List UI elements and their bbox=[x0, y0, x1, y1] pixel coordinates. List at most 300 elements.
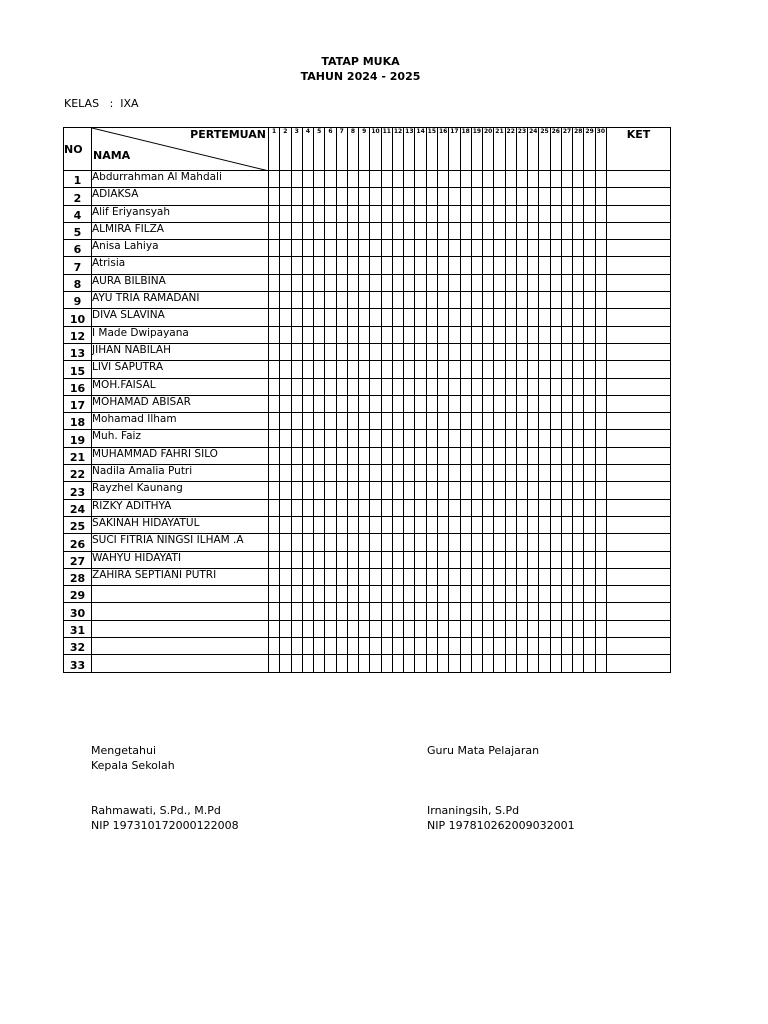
attendance-cell bbox=[347, 603, 358, 620]
attendance-cell bbox=[269, 378, 280, 395]
attendance-cell bbox=[381, 292, 392, 309]
attendance-cell bbox=[584, 413, 595, 430]
attendance-cell bbox=[528, 465, 539, 482]
signature-block-headmaster bbox=[91, 743, 239, 833]
attendance-cell bbox=[302, 516, 313, 533]
attendance-cell bbox=[291, 534, 302, 551]
attendance-cell bbox=[505, 188, 516, 205]
student-name: ADIAKSA bbox=[92, 188, 269, 205]
attendance-cell bbox=[516, 430, 527, 447]
attendance-cell bbox=[336, 516, 347, 533]
attendance-cell bbox=[550, 274, 561, 291]
attendance-cell bbox=[426, 395, 437, 412]
attendance-cell bbox=[347, 568, 358, 585]
attendance-cell bbox=[370, 516, 381, 533]
attendance-cell bbox=[392, 430, 403, 447]
attendance-cell bbox=[269, 482, 280, 499]
attendance-cell bbox=[449, 326, 460, 343]
attendance-cell bbox=[269, 188, 280, 205]
attendance-cell bbox=[561, 430, 572, 447]
attendance-cell bbox=[437, 171, 448, 188]
attendance-cell bbox=[347, 292, 358, 309]
student-name: MUHAMMAD FAHRI SILO bbox=[92, 447, 269, 464]
attendance-cell bbox=[280, 586, 291, 603]
attendance-cell bbox=[314, 620, 325, 637]
table-row bbox=[64, 551, 671, 568]
attendance-cell bbox=[426, 465, 437, 482]
attendance-cell bbox=[347, 655, 358, 672]
attendance-cell bbox=[550, 343, 561, 360]
ket-cell bbox=[606, 188, 670, 205]
table-row bbox=[64, 274, 671, 291]
attendance-cell bbox=[460, 447, 471, 464]
attendance-cell bbox=[561, 447, 572, 464]
attendance-cell bbox=[325, 551, 336, 568]
attendance-cell bbox=[404, 516, 415, 533]
attendance-cell bbox=[539, 240, 550, 257]
attendance-cell bbox=[347, 395, 358, 412]
attendance-cell bbox=[269, 655, 280, 672]
attendance-cell bbox=[584, 395, 595, 412]
attendance-cell bbox=[404, 222, 415, 239]
attendance-cell bbox=[269, 274, 280, 291]
attendance-cell bbox=[381, 188, 392, 205]
class-label: KELAS bbox=[64, 97, 100, 110]
attendance-cell bbox=[460, 292, 471, 309]
attendance-cell bbox=[347, 534, 358, 551]
attendance-cell bbox=[381, 638, 392, 655]
attendance-cell bbox=[483, 222, 494, 239]
attendance-cell bbox=[437, 378, 448, 395]
attendance-cell bbox=[516, 516, 527, 533]
attendance-cell bbox=[325, 534, 336, 551]
student-name: Atrisia bbox=[92, 257, 269, 274]
attendance-cell bbox=[483, 447, 494, 464]
attendance-cell bbox=[325, 240, 336, 257]
column-header-name bbox=[92, 128, 269, 171]
attendance-cell bbox=[471, 188, 482, 205]
attendance-cell bbox=[269, 326, 280, 343]
attendance-cell bbox=[528, 240, 539, 257]
attendance-cell bbox=[561, 395, 572, 412]
meeting-number-header: 6 bbox=[325, 128, 336, 171]
attendance-cell bbox=[494, 205, 505, 222]
attendance-cell bbox=[370, 188, 381, 205]
document-title: TATAP MUKA bbox=[321, 55, 400, 68]
attendance-cell bbox=[528, 447, 539, 464]
attendance-cell bbox=[539, 274, 550, 291]
attendance-cell bbox=[302, 603, 313, 620]
attendance-cell bbox=[483, 638, 494, 655]
attendance-cell bbox=[347, 326, 358, 343]
ket-cell bbox=[606, 568, 670, 585]
attendance-cell bbox=[347, 171, 358, 188]
meeting-number-header: 27 bbox=[561, 128, 572, 171]
attendance-cell bbox=[314, 274, 325, 291]
attendance-cell bbox=[561, 603, 572, 620]
attendance-cell bbox=[471, 257, 482, 274]
row-number: 27 bbox=[64, 551, 92, 568]
attendance-cell bbox=[483, 274, 494, 291]
attendance-cell bbox=[437, 413, 448, 430]
attendance-cell bbox=[539, 171, 550, 188]
attendance-cell bbox=[381, 413, 392, 430]
attendance-cell bbox=[494, 343, 505, 360]
attendance-cell bbox=[494, 188, 505, 205]
meeting-number-header: 30 bbox=[595, 128, 606, 171]
row-number: 19 bbox=[64, 430, 92, 447]
attendance-cell bbox=[392, 499, 403, 516]
row-number: 18 bbox=[64, 413, 92, 430]
attendance-cell bbox=[595, 292, 606, 309]
attendance-cell bbox=[336, 240, 347, 257]
attendance-cell bbox=[381, 430, 392, 447]
attendance-cell bbox=[449, 482, 460, 499]
attendance-cell bbox=[415, 655, 426, 672]
attendance-cell bbox=[314, 205, 325, 222]
row-number: 30 bbox=[64, 603, 92, 620]
attendance-cell bbox=[584, 240, 595, 257]
attendance-cell bbox=[460, 516, 471, 533]
attendance-cell bbox=[392, 465, 403, 482]
attendance-cell bbox=[280, 240, 291, 257]
attendance-cell bbox=[381, 620, 392, 637]
attendance-cell bbox=[494, 447, 505, 464]
attendance-cell bbox=[302, 395, 313, 412]
attendance-cell bbox=[370, 499, 381, 516]
meeting-number-header: 3 bbox=[291, 128, 302, 171]
attendance-cell bbox=[449, 413, 460, 430]
attendance-cell bbox=[381, 240, 392, 257]
attendance-cell bbox=[595, 638, 606, 655]
attendance-cell bbox=[595, 309, 606, 326]
attendance-cell bbox=[302, 499, 313, 516]
attendance-cell bbox=[280, 499, 291, 516]
attendance-cell bbox=[584, 603, 595, 620]
attendance-cell bbox=[269, 171, 280, 188]
ket-cell bbox=[606, 551, 670, 568]
attendance-cell bbox=[381, 655, 392, 672]
attendance-cell bbox=[449, 603, 460, 620]
attendance-cell bbox=[561, 378, 572, 395]
attendance-cell bbox=[291, 171, 302, 188]
attendance-cell bbox=[404, 240, 415, 257]
attendance-cell bbox=[269, 586, 280, 603]
attendance-cell bbox=[573, 447, 584, 464]
attendance-cell bbox=[505, 638, 516, 655]
attendance-cell bbox=[584, 655, 595, 672]
attendance-cell bbox=[359, 292, 370, 309]
attendance-cell bbox=[595, 603, 606, 620]
meeting-number-header: 19 bbox=[471, 128, 482, 171]
attendance-cell bbox=[280, 274, 291, 291]
attendance-cell bbox=[336, 395, 347, 412]
ket-cell bbox=[606, 499, 670, 516]
attendance-cell bbox=[381, 551, 392, 568]
attendance-cell bbox=[539, 516, 550, 533]
row-number: 4 bbox=[64, 205, 92, 222]
attendance-cell bbox=[269, 638, 280, 655]
attendance-cell bbox=[471, 274, 482, 291]
attendance-cell bbox=[460, 430, 471, 447]
attendance-cell bbox=[404, 205, 415, 222]
attendance-cell bbox=[561, 551, 572, 568]
attendance-cell bbox=[381, 586, 392, 603]
attendance-cell bbox=[336, 326, 347, 343]
row-number: 21 bbox=[64, 447, 92, 464]
attendance-cell bbox=[381, 482, 392, 499]
attendance-cell bbox=[291, 620, 302, 637]
student-name: Nadila Amalia Putri bbox=[92, 465, 269, 482]
attendance-cell bbox=[291, 326, 302, 343]
attendance-cell bbox=[437, 430, 448, 447]
student-name: SAKINAH HIDAYATUL bbox=[92, 516, 269, 533]
attendance-cell bbox=[539, 482, 550, 499]
attendance-cell bbox=[573, 534, 584, 551]
attendance-cell bbox=[426, 274, 437, 291]
attendance-cell bbox=[415, 205, 426, 222]
attendance-cell bbox=[269, 205, 280, 222]
attendance-cell bbox=[460, 326, 471, 343]
attendance-cell bbox=[336, 188, 347, 205]
attendance-cell bbox=[404, 568, 415, 585]
attendance-cell bbox=[314, 586, 325, 603]
attendance-cell bbox=[516, 586, 527, 603]
attendance-cell bbox=[516, 655, 527, 672]
attendance-cell bbox=[460, 620, 471, 637]
attendance-cell bbox=[392, 171, 403, 188]
attendance-cell bbox=[404, 499, 415, 516]
attendance-cell bbox=[314, 222, 325, 239]
attendance-cell bbox=[280, 292, 291, 309]
attendance-cell bbox=[528, 361, 539, 378]
attendance-cell bbox=[336, 603, 347, 620]
attendance-cell bbox=[483, 516, 494, 533]
attendance-cell bbox=[359, 274, 370, 291]
attendance-cell bbox=[347, 551, 358, 568]
row-number: 28 bbox=[64, 568, 92, 585]
attendance-cell bbox=[483, 655, 494, 672]
attendance-cell bbox=[494, 534, 505, 551]
attendance-cell bbox=[359, 395, 370, 412]
student-name: Anisa Lahiya bbox=[92, 240, 269, 257]
attendance-cell bbox=[539, 655, 550, 672]
attendance-cell bbox=[550, 568, 561, 585]
attendance-cell bbox=[302, 413, 313, 430]
attendance-cell bbox=[426, 292, 437, 309]
attendance-cell bbox=[325, 413, 336, 430]
attendance-cell bbox=[302, 343, 313, 360]
attendance-cell bbox=[392, 482, 403, 499]
attendance-cell bbox=[336, 292, 347, 309]
meeting-number-header: 26 bbox=[550, 128, 561, 171]
attendance-cell bbox=[528, 655, 539, 672]
attendance-cell bbox=[269, 603, 280, 620]
attendance-cell bbox=[381, 568, 392, 585]
row-number: 32 bbox=[64, 638, 92, 655]
attendance-cell bbox=[584, 620, 595, 637]
attendance-cell bbox=[280, 188, 291, 205]
attendance-cell bbox=[528, 378, 539, 395]
attendance-cell bbox=[449, 171, 460, 188]
attendance-cell bbox=[280, 326, 291, 343]
table-row bbox=[64, 638, 671, 655]
attendance-cell bbox=[291, 343, 302, 360]
ket-cell bbox=[606, 603, 670, 620]
attendance-cell bbox=[392, 551, 403, 568]
attendance-cell bbox=[505, 447, 516, 464]
attendance-cell bbox=[449, 274, 460, 291]
attendance-cell bbox=[516, 361, 527, 378]
attendance-cell bbox=[471, 361, 482, 378]
attendance-cell bbox=[370, 343, 381, 360]
attendance-cell bbox=[426, 568, 437, 585]
attendance-cell bbox=[505, 516, 516, 533]
ket-cell bbox=[606, 395, 670, 412]
attendance-cell bbox=[269, 516, 280, 533]
meeting-number-header: 13 bbox=[404, 128, 415, 171]
attendance-cell bbox=[584, 205, 595, 222]
attendance-cell bbox=[595, 257, 606, 274]
attendance-cell bbox=[595, 413, 606, 430]
attendance-cell bbox=[494, 292, 505, 309]
attendance-cell bbox=[449, 568, 460, 585]
attendance-cell bbox=[550, 240, 561, 257]
attendance-cell bbox=[381, 447, 392, 464]
attendance-cell bbox=[426, 413, 437, 430]
student-name: Muh. Faiz bbox=[92, 430, 269, 447]
class-info bbox=[64, 97, 139, 110]
attendance-cell bbox=[573, 568, 584, 585]
attendance-cell bbox=[415, 568, 426, 585]
attendance-cell bbox=[505, 274, 516, 291]
attendance-cell bbox=[483, 534, 494, 551]
attendance-cell bbox=[359, 430, 370, 447]
attendance-cell bbox=[359, 240, 370, 257]
attendance-cell bbox=[494, 465, 505, 482]
attendance-cell bbox=[269, 465, 280, 482]
attendance-cell bbox=[460, 222, 471, 239]
attendance-cell bbox=[460, 395, 471, 412]
attendance-cell bbox=[561, 222, 572, 239]
attendance-cell bbox=[370, 395, 381, 412]
attendance-cell bbox=[325, 343, 336, 360]
attendance-cell bbox=[437, 551, 448, 568]
meeting-number-header: 21 bbox=[494, 128, 505, 171]
table-row bbox=[64, 499, 671, 516]
attendance-cell bbox=[550, 413, 561, 430]
attendance-cell bbox=[426, 240, 437, 257]
attendance-cell bbox=[314, 292, 325, 309]
student-name bbox=[92, 638, 269, 655]
attendance-cell bbox=[516, 395, 527, 412]
attendance-cell bbox=[347, 413, 358, 430]
attendance-cell bbox=[483, 413, 494, 430]
attendance-cell bbox=[595, 516, 606, 533]
attendance-cell bbox=[483, 551, 494, 568]
meeting-number-header: 1 bbox=[269, 128, 280, 171]
ket-cell bbox=[606, 326, 670, 343]
attendance-cell bbox=[471, 465, 482, 482]
attendance-cell bbox=[302, 309, 313, 326]
attendance-cell bbox=[561, 465, 572, 482]
attendance-cell bbox=[280, 343, 291, 360]
attendance-cell bbox=[516, 482, 527, 499]
attendance-cell bbox=[370, 465, 381, 482]
attendance-cell bbox=[584, 188, 595, 205]
attendance-cell bbox=[415, 482, 426, 499]
attendance-cell bbox=[359, 447, 370, 464]
attendance-cell bbox=[404, 586, 415, 603]
attendance-cell bbox=[528, 326, 539, 343]
attendance-cell bbox=[561, 171, 572, 188]
attendance-cell bbox=[325, 361, 336, 378]
attendance-cell bbox=[280, 395, 291, 412]
attendance-cell bbox=[528, 395, 539, 412]
attendance-cell bbox=[381, 326, 392, 343]
meeting-header-label: PERTEMUAN bbox=[190, 128, 266, 141]
attendance-cell bbox=[381, 205, 392, 222]
attendance-cell bbox=[280, 171, 291, 188]
attendance-cell bbox=[426, 447, 437, 464]
attendance-cell bbox=[505, 430, 516, 447]
attendance-cell bbox=[359, 171, 370, 188]
attendance-cell bbox=[415, 499, 426, 516]
attendance-cell bbox=[595, 534, 606, 551]
meeting-number-header: 8 bbox=[347, 128, 358, 171]
attendance-cell bbox=[483, 188, 494, 205]
attendance-cell bbox=[359, 222, 370, 239]
attendance-cell bbox=[392, 534, 403, 551]
attendance-cell bbox=[494, 516, 505, 533]
attendance-cell bbox=[437, 516, 448, 533]
attendance-cell bbox=[539, 326, 550, 343]
attendance-cell bbox=[505, 292, 516, 309]
attendance-cell bbox=[516, 222, 527, 239]
attendance-cell bbox=[415, 378, 426, 395]
attendance-cell bbox=[426, 343, 437, 360]
attendance-cell bbox=[483, 257, 494, 274]
ket-cell bbox=[606, 586, 670, 603]
meeting-number-header: 25 bbox=[539, 128, 550, 171]
attendance-cell bbox=[314, 482, 325, 499]
attendance-cell bbox=[325, 465, 336, 482]
attendance-cell bbox=[415, 171, 426, 188]
attendance-cell bbox=[561, 568, 572, 585]
attendance-cell bbox=[595, 551, 606, 568]
attendance-cell bbox=[449, 309, 460, 326]
signature-block-teacher bbox=[427, 743, 575, 833]
attendance-cell bbox=[269, 361, 280, 378]
attendance-cell bbox=[539, 586, 550, 603]
attendance-cell bbox=[291, 430, 302, 447]
attendance-cell bbox=[505, 240, 516, 257]
attendance-cell bbox=[325, 499, 336, 516]
attendance-cell bbox=[381, 499, 392, 516]
attendance-cell bbox=[336, 551, 347, 568]
attendance-cell bbox=[437, 655, 448, 672]
row-number: 33 bbox=[64, 655, 92, 672]
attendance-cell bbox=[505, 603, 516, 620]
attendance-cell bbox=[449, 205, 460, 222]
attendance-cell bbox=[460, 586, 471, 603]
attendance-cell bbox=[584, 499, 595, 516]
table-row bbox=[64, 205, 671, 222]
attendance-cell bbox=[269, 447, 280, 464]
attendance-cell bbox=[302, 222, 313, 239]
attendance-cell bbox=[449, 257, 460, 274]
attendance-cell bbox=[426, 171, 437, 188]
